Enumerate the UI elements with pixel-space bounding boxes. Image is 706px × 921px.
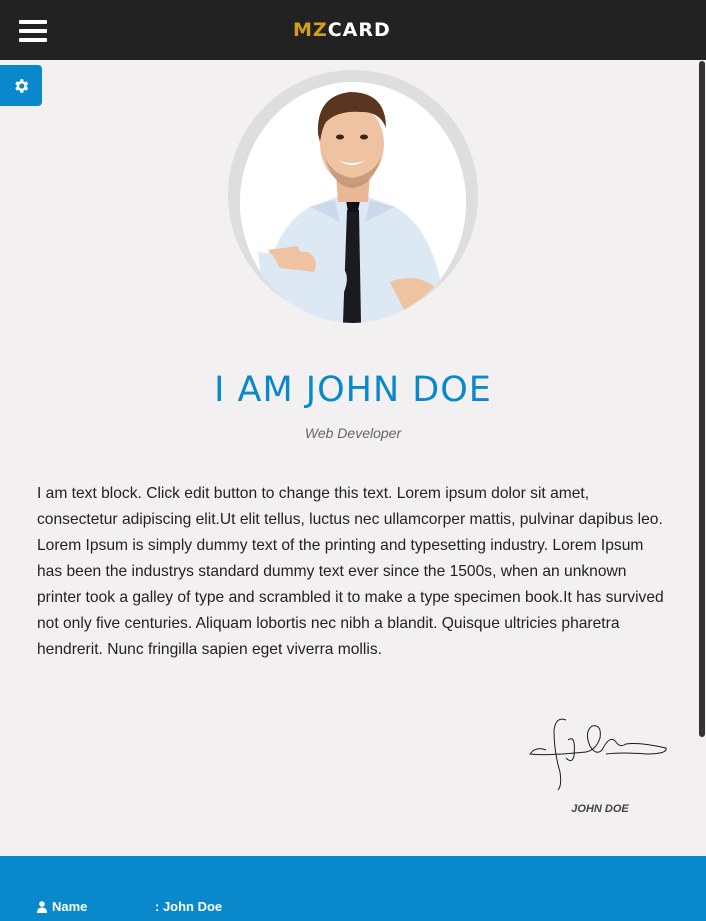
- gear-icon: [12, 77, 30, 95]
- hamburger-icon[interactable]: [19, 20, 47, 42]
- info-label: [37, 899, 87, 914]
- avatar: [240, 82, 466, 323]
- signature-name: JOHN DOE: [571, 803, 629, 815]
- site-logo[interactable]: [293, 19, 391, 41]
- info-value: : John Doe: [155, 899, 223, 914]
- profile-name: I AM JOHN DOE: [214, 370, 492, 410]
- profile-bio: I am text block. Click edit button to change this text. Lorem ipsum dolor sit amet, consectetur adipiscing elit.Ut elit tellus, luctus nec ullamcorper mattis, pulvinar dapibus leo. Lorem Ipsum is simply dummy text of the printing and typesetting industry. Lorem Ipsum has been the industrys standard dummy text ever since the 1500s, when an unknown printer took a galley of type and scrambled it to make a type specimen book.It has survived not only five centuries. Aliquam lobortis nec nibh a blandit. Quisque ultricies pharetra hendrerit. Nunc fringilla sapien eget viverra mollis.: [37, 485, 664, 658]
- profile-role: Web Developer: [304, 425, 402, 441]
- info-footer: [0, 856, 706, 921]
- top-navbar: [0, 0, 706, 60]
- logo-rest: CARD: [327, 19, 391, 41]
- signature-image: [526, 712, 672, 792]
- info-row-name: [37, 899, 437, 915]
- settings-button[interactable]: [0, 65, 42, 106]
- info-label-text: Name: [52, 899, 88, 914]
- logo-accent: MZ: [293, 19, 328, 41]
- user-icon: [37, 901, 47, 913]
